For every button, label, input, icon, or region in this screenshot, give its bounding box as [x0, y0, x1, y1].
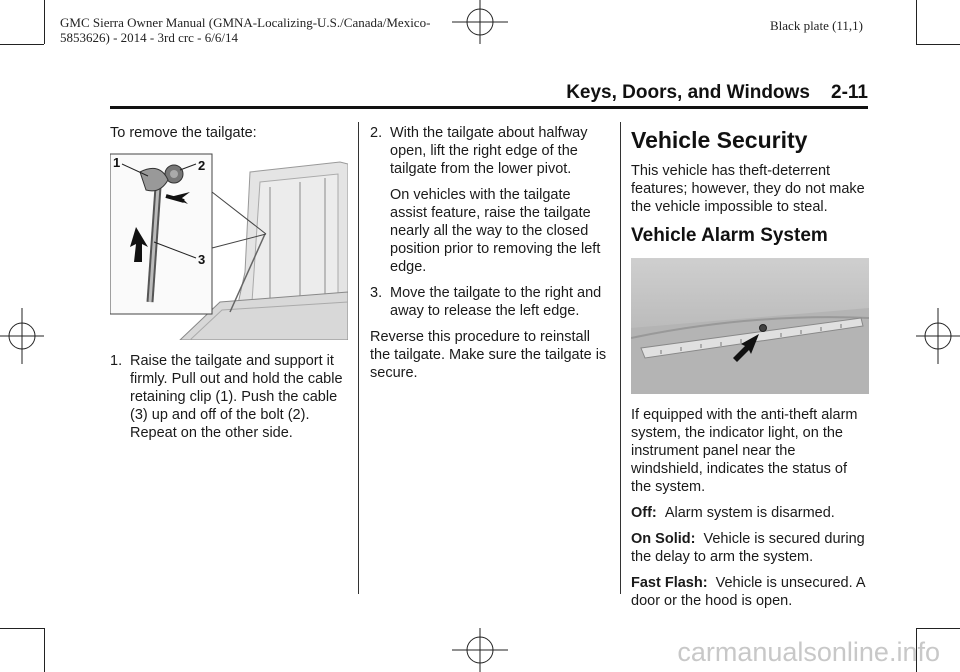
intro-text: To remove the tailgate:	[110, 125, 257, 141]
crop-mark	[916, 44, 960, 45]
section-title: Keys, Doors, and Windows	[566, 82, 810, 103]
heading-vehicle-alarm-system: Vehicle Alarm System	[631, 225, 828, 246]
crop-mark	[44, 0, 45, 44]
security-paragraph: This vehicle has theft-deterrent features; however, they do not make the vehicle impossible to steal.	[631, 163, 865, 215]
step-1	[110, 352, 348, 442]
figure-callout-2: 2	[198, 158, 206, 173]
crop-mark	[44, 628, 45, 672]
step-2-note: On vehicles with the tailgate assist feature, raise the tailgate nearly all the way to the closed position prior to removing the left edge.	[390, 187, 601, 275]
status-desc: Vehicle is unsecured. A door or the hood is open.	[631, 575, 865, 609]
page-number: 2-11	[831, 82, 868, 103]
step-number: 3.	[370, 285, 383, 301]
tailgate-cable-figure	[110, 152, 348, 340]
column-3	[631, 124, 871, 618]
step-text: Move the tailgate to the right and away to release the left edge.	[390, 285, 602, 319]
alarm-indicator-figure	[631, 258, 869, 394]
step-number: 1.	[110, 353, 123, 369]
crop-mark	[916, 628, 960, 629]
crop-mark	[916, 0, 917, 44]
status-desc: Alarm system is disarmed.	[664, 505, 835, 521]
step-3	[370, 284, 610, 320]
header-rule	[110, 106, 868, 109]
status-term: On Solid:	[631, 531, 696, 547]
step-number: 2.	[370, 125, 383, 141]
column-2	[370, 124, 610, 390]
step-2	[370, 124, 610, 178]
registration-mark-left	[0, 308, 44, 364]
printer-info-line2: 5853626) - 2014 - 3rd crc - 6/6/14	[60, 30, 238, 45]
status-fast-flash	[631, 574, 871, 610]
status-desc: Vehicle is secured during the delay to arm the system.	[631, 531, 865, 565]
closing-text: Reverse this procedure to reinstall the tailgate. Make sure the tailgate is secure.	[370, 329, 607, 381]
printer-info-line1: GMC Sierra Owner Manual (GMNA-Localizing-U.S./Canada/Mexico-	[60, 15, 431, 30]
registration-mark-bottom	[452, 628, 508, 672]
column-divider	[620, 122, 621, 594]
step-text: Raise the tailgate and support it firmly. Pull out and hold the cable retaining clip (1). Push the cable (3) up and off of the bolt (2). Repeat on the other side.	[130, 353, 343, 441]
crop-mark	[0, 44, 44, 45]
figure-callout-3: 3	[198, 252, 206, 267]
status-on-solid	[631, 530, 871, 566]
figure-callout-1: 1	[113, 155, 121, 170]
plate-info: Black plate (11,1)	[770, 18, 864, 33]
status-term: Fast Flash:	[631, 575, 708, 591]
registration-mark-right	[916, 308, 960, 364]
heading-vehicle-security: Vehicle Security	[631, 127, 808, 153]
alarm-paragraph: If equipped with the anti-theft alarm system, the indicator light, on the instrument panel near the windshield, indicates the status of the system.	[631, 407, 858, 495]
printer-info	[60, 15, 480, 45]
running-header	[566, 82, 868, 104]
step-text: With the tailgate about halfway open, lift the right edge of the tailgate from the lower pivot.	[390, 125, 588, 177]
column-1	[110, 124, 348, 450]
column-divider	[358, 122, 359, 594]
crop-mark	[0, 628, 44, 629]
status-term: Off:	[631, 505, 657, 521]
status-off	[631, 504, 871, 522]
watermark: carmanualsonline.info	[677, 637, 940, 667]
